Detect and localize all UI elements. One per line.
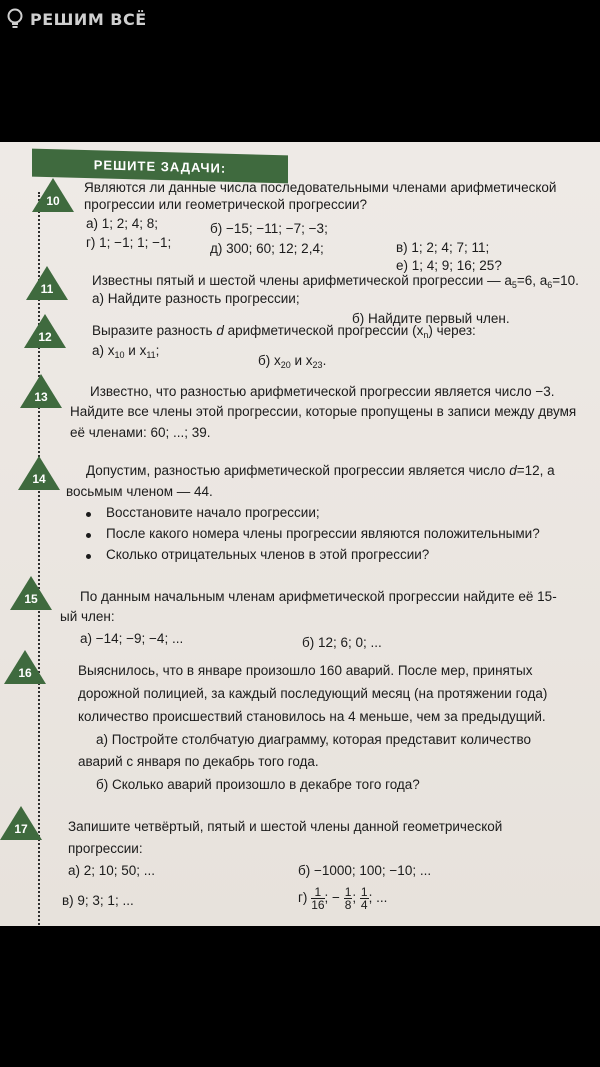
task-number: 14 (32, 472, 46, 486)
task-17-text: Запишите четвёртый, пятый и шестой члены данной геометрической (68, 819, 503, 834)
task-10-text: Являются ли данные числа последовательными членами арифметической (84, 180, 557, 195)
task-16-text: а) Постройте столбчатую диаграмму, которая представит количество (96, 732, 532, 747)
task-14-item: Восстановите начало прогрессии; (106, 505, 320, 520)
brand-name: РЕШИМ ВСЁ (30, 9, 147, 29)
task-number: 15 (24, 592, 38, 606)
task-14-text: Допустим, разностью арифметической прогрессии является число d=12, а (86, 463, 555, 478)
task-12-option-a: а) $x_{10}$ и $x_{11}$; (92, 343, 160, 360)
task-14-text: восьмым членом — 44. (66, 484, 213, 499)
task-11-text: Известны пятый и шестой члены арифметической прогрессии — $a_5=6$, $a_6=10$. (92, 273, 579, 290)
textbook-page (0, 142, 600, 926)
bullet (86, 533, 91, 538)
task-17-option-g: г) $\frac{1}{16}$ ; − $\frac{1}{8}$ ; $\frac{1}{4}$ ; ... (298, 885, 388, 912)
fraction: $\frac{1}{4}$ (360, 885, 368, 912)
task-number: 11 (40, 282, 54, 296)
task-10-option-e: е) 1; 4; 9; 16; 25? (396, 258, 502, 273)
task-16-text: дорожной полицией, за каждый последующий месяц (на протяжении года) (78, 686, 548, 701)
task-10-option-g: г) 1; −1; 1; −1; (86, 235, 172, 250)
fraction: $\frac{1}{16}$ (311, 885, 325, 912)
task-10-option-b: б) −15; −11; −7; −3; (210, 221, 328, 236)
task-16-text: аварий с января по декабрь того года. (78, 754, 319, 769)
bullet (86, 554, 91, 559)
task-12-option-b: б) $x_{20}$ и $x_{23}$. (258, 353, 327, 370)
task-15-text: ый член: (60, 609, 115, 624)
task-17-text: прогрессии: (68, 841, 143, 856)
task-number: 13 (34, 390, 48, 404)
task-13-text: её членами: 60; ...; 39. (70, 425, 211, 440)
task-17-option-v: в) 9; 3; 1; ... (62, 893, 134, 908)
task-number: 17 (14, 822, 28, 836)
task-13-text: Известно, что разностью арифметической прогрессии является число −3. (90, 384, 555, 399)
task-10-option-d: д) 300; 60; 12; 2,4; (210, 241, 324, 256)
task-16-text: количество происшествий становилось на 4 меньше, чем за предыдущий. (78, 709, 546, 724)
task-11-option-a: а) Найдите разность прогрессии; (92, 291, 300, 306)
brand-logo[interactable] (6, 8, 147, 30)
task-10-option-v: в) 1; 2; 4; 7; 11; (396, 240, 490, 255)
task-14-item: После какого номера члены прогрессии являются положительными? (106, 526, 540, 541)
task-10-option-a: а) 1; 2; 4; 8; (86, 216, 159, 231)
section-title: РЕШИТЕ ЗАДАЧИ: (93, 156, 227, 176)
task-17-option-a: а) 2; 10; 50; ... (68, 863, 156, 878)
task-16-text: б) Сколько аварий произошло в декабре того года? (96, 777, 420, 792)
task-13-text: Найдите все члены этой прогрессии, которые пропущены в записи между двумя (70, 404, 577, 419)
task-15-option-b: б) 12; 6; 0; ... (302, 635, 382, 650)
task-number: 10 (46, 194, 60, 208)
task-11-option-b: б) Найдите первый член. (352, 311, 510, 326)
task-10-text: прогрессии или геометрической прогрессии? (84, 197, 368, 212)
task-number: 12 (38, 330, 52, 344)
bullet (86, 512, 91, 517)
task-15-option-a: а) −14; −9; −4; ... (80, 631, 184, 646)
task-17-option-b: б) −1000; 100; −10; ... (298, 863, 432, 878)
task-12-text: Выразите разность d арифметической прогрессии $(x_n)$ через: (92, 323, 476, 340)
fraction: $\frac{1}{8}$ (344, 885, 352, 912)
top-bar (0, 0, 600, 40)
task-number: 16 (18, 666, 32, 680)
task-16-text: Выяснилось, что в январе произошло 160 аварий. После мер, принятых (78, 663, 533, 678)
lightbulb-icon (6, 8, 24, 30)
task-14-item: Сколько отрицательных членов в этой прогрессии? (106, 547, 430, 562)
task-15-text: По данным начальным членам арифметической прогрессии найдите её 15- (80, 589, 557, 604)
